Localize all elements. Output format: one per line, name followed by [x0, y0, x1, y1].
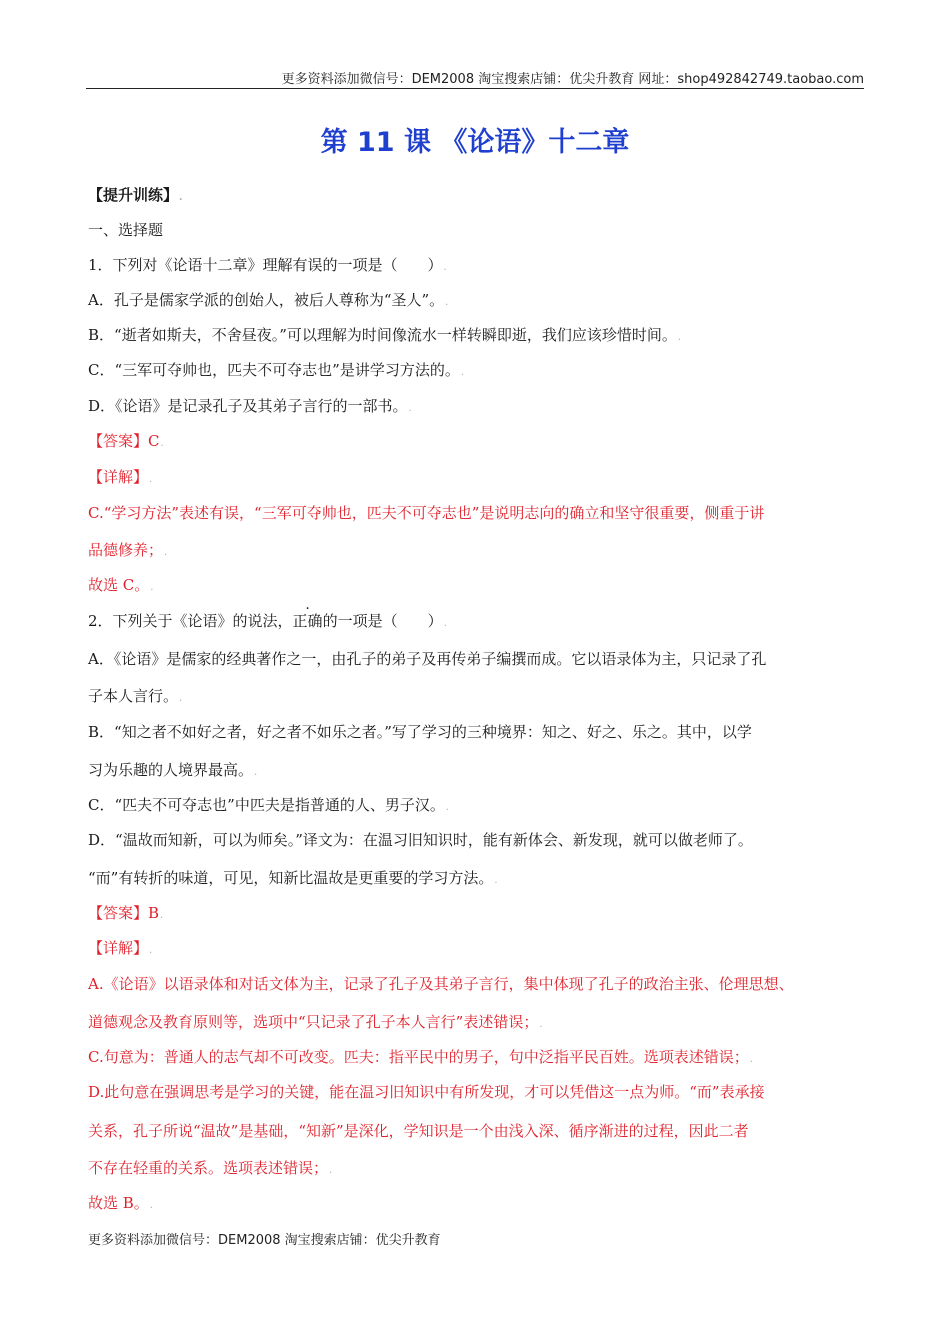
page-footer: 更多资料添加微信号：DEM2008 淘宝搜索店铺：优尖升教育 — [88, 1233, 441, 1248]
q2-detail-d-line-2: 关系，孔子所说“温故”是基础，“知新”是深化，学知识是一个由浅入深、循序渐进的过程，因此二者 — [88, 1122, 749, 1140]
q2-detail-a-line-1: A.《论语》以语录体和对话文体为主，记录了孔子及其弟子言行，集中体现了孔子的政治主张、伦理思想、 — [88, 975, 794, 993]
part-heading: 一、选择题 — [88, 221, 164, 239]
q1-detail-label: 【详解】. — [88, 468, 153, 486]
q2-conclusion: 故选 B。. — [88, 1194, 153, 1212]
header-divider — [86, 88, 864, 89]
q1-option-c: C．“三军可夺帅也，匹夫不可夺志也”是讲学习方法的。. — [88, 361, 465, 379]
q2-stem: 2．下列关于《论语》的说法，正确的一项是（ ）. — [88, 612, 447, 630]
q1-conclusion: 故选 C。. — [88, 576, 154, 594]
q2-detail-d-line-1: D.此句意在强调思考是学习的关键，能在温习旧知识中有所发现，才可以凭借这一点为师。“而”表承接 — [88, 1083, 765, 1101]
q1-option-d: D．《论语》是记录孔子及其弟子言行的一部书。. — [88, 397, 412, 415]
q1-option-b: B．“逝者如斯夫，不舍昼夜。”可以理解为时间像流水一样转瞬即逝，我们应该珍惜时间。. — [88, 326, 682, 344]
q2-option-a-line-2: 子本人言行。. — [88, 687, 183, 705]
q1-detail-line-2: 品德修养；. — [88, 541, 168, 559]
q2-detail-d-line-3: 不存在轻重的关系。选项表述错误；. — [88, 1159, 333, 1177]
emphasis-dots: 正确 — [292, 612, 323, 630]
q1-detail-line-1: C.“学习方法”表述有误，“三军可夺帅也，匹夫不可夺志也”是说明志向的确立和坚守很重要，侧重于讲 — [88, 504, 765, 522]
q2-option-b-line-2: 习为乐趣的人境界最高。. — [88, 761, 258, 779]
q2-detail-a-line-2: 道德观念及教育原则等，选项中“只记录了孔子本人言行”表述错误；. — [88, 1013, 543, 1031]
q1-answer: 【答案】C. — [88, 432, 164, 450]
q2-option-b-line-1: B．“知之者不如好之者，好之者不如乐之者。”写了学习的三种境界：知之、好之、乐之。其中，以学 — [88, 723, 752, 741]
section-heading: 【提升训练】. — [88, 186, 183, 204]
q1-stem: 1．下列对《论语十二章》理解有误的一项是（ ）. — [88, 256, 447, 274]
q2-option-a-line-1: A．《论语》是儒家的经典著作之一，由孔子的弟子及再传弟子编撰而成。它以语录体为主，只记录了孔 — [88, 650, 767, 668]
q2-detail-label: 【详解】. — [88, 939, 153, 957]
q2-option-d-line-2: “而”有转折的味道，可见，知新比温故是更重要的学习方法。. — [88, 869, 498, 887]
q2-answer: 【答案】B. — [88, 904, 164, 922]
q2-option-c: C．“匹夫不可夺志也”中匹夫是指普通的人、男子汉。. — [88, 796, 450, 814]
q1-option-a: A．孔子是儒家学派的创始人，被后人尊称为“圣人”。. — [88, 291, 449, 309]
q2-option-d-line-1: D．“温故而知新，可以为师矣。”译文为：在温习旧知识时，能有新体会、新发现，就可以做老师了。 — [88, 831, 753, 849]
q2-detail-c: C.句意为：普通人的志气却不可改变。匹夫：指平民中的男子，句中泛指平民百姓。选项表述错误；. — [88, 1048, 753, 1066]
page-header: 更多资料添加微信号：DEM2008 淘宝搜索店铺：优尖升教育 网址：shop492842749.taobao.com — [281, 72, 864, 87]
page-title: 第 11 课 《论语》十二章 — [320, 127, 630, 158]
